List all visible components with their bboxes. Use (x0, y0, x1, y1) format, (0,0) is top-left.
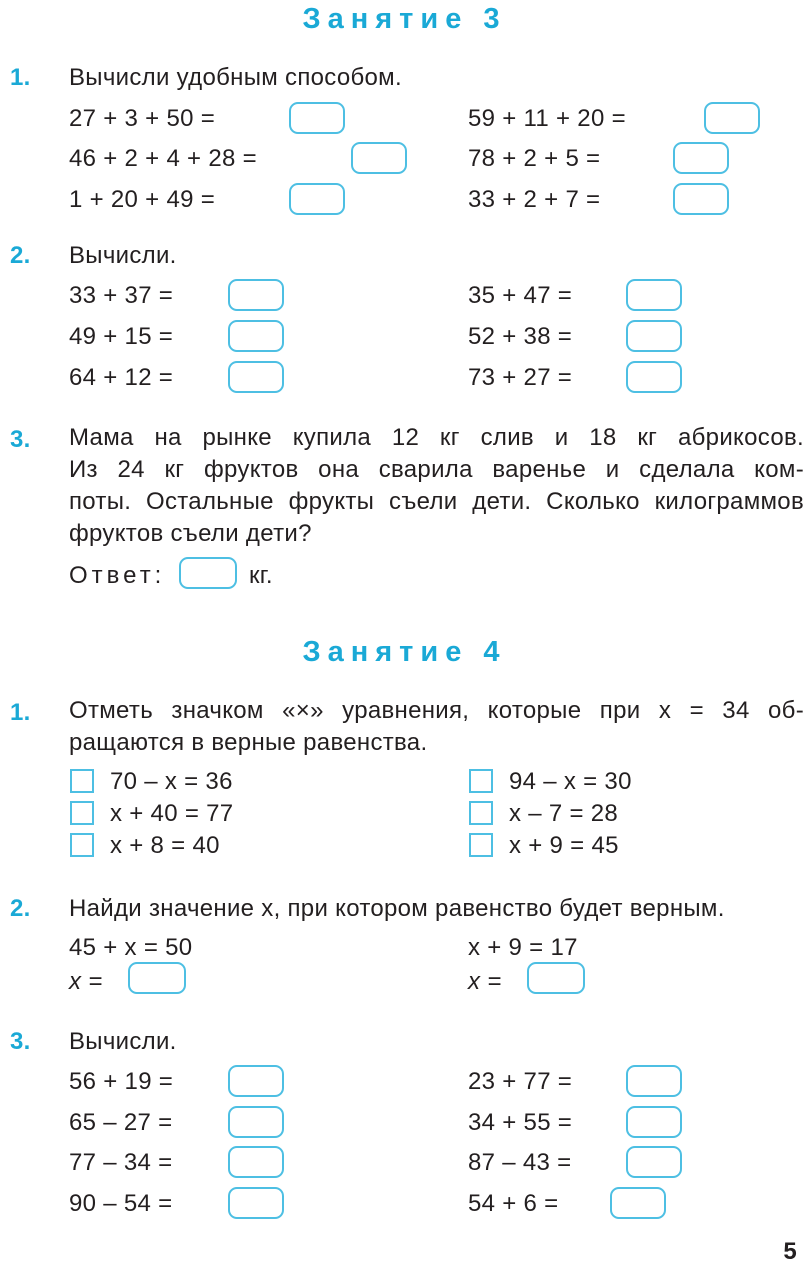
expression: 54 + 6 = (468, 1190, 559, 1217)
expression: 33 + 2 + 7 = (468, 186, 601, 213)
checkbox[interactable] (469, 801, 493, 825)
expression: 23 + 77 = (468, 1068, 573, 1095)
task-instruction: Вычисли. (69, 1028, 177, 1055)
expression: 77 – 34 = (69, 1149, 173, 1176)
equation: x – 7 = 28 (509, 800, 619, 827)
expression: 27 + 3 + 50 = (69, 105, 216, 132)
instruction-line: ращаются в верные равенства. (69, 729, 428, 756)
equation: 45 + x = 50 (69, 934, 193, 961)
checkbox[interactable] (70, 801, 94, 825)
equation: x + 8 = 40 (110, 832, 220, 859)
answer-box[interactable] (228, 361, 284, 393)
answer-box[interactable] (673, 183, 729, 215)
checkbox[interactable] (70, 769, 94, 793)
expression: 49 + 15 = (69, 323, 174, 350)
problem-line: Из 24 кг фруктов она сварила варенье и сделала ком- (69, 456, 804, 483)
expression: 78 + 2 + 5 = (468, 145, 601, 172)
expression: 1 + 20 + 49 = (69, 186, 216, 213)
expression: 52 + 38 = (468, 323, 573, 350)
checkbox[interactable] (469, 769, 493, 793)
answer-box[interactable] (228, 1187, 284, 1219)
answer-box[interactable] (228, 320, 284, 352)
expression: 35 + 47 = (468, 282, 573, 309)
answer-box[interactable] (704, 102, 760, 134)
answer-box[interactable] (351, 142, 407, 174)
answer-box[interactable] (289, 102, 345, 134)
task-instruction: Вычисли удобным способом. (69, 64, 402, 91)
answer-box[interactable] (626, 1106, 682, 1138)
answer-box[interactable] (228, 279, 284, 311)
equation: 94 – x = 30 (509, 768, 632, 795)
answer-box[interactable] (289, 183, 345, 215)
equation: x + 9 = 17 (468, 934, 578, 961)
task-number: 1. (10, 699, 31, 726)
expression: 64 + 12 = (69, 364, 174, 391)
word-problem (69, 422, 804, 550)
answer-box[interactable] (626, 361, 682, 393)
expression: 59 + 11 + 20 = (468, 105, 626, 132)
equation: x + 9 = 45 (509, 832, 619, 859)
task-number: 3. (10, 426, 31, 453)
task-number: 3. (10, 1028, 31, 1055)
expression: 73 + 27 = (468, 364, 573, 391)
answer-box[interactable] (626, 320, 682, 352)
answer-box[interactable] (527, 962, 585, 994)
answer-box[interactable] (673, 142, 729, 174)
task-instruction: Найди значение x, при котором равенство будет верным. (69, 895, 725, 922)
checkbox[interactable] (469, 833, 493, 857)
expression: 33 + 37 = (69, 282, 174, 309)
expression: 34 + 55 = (468, 1109, 573, 1136)
equation: x + 40 = 77 (110, 800, 234, 827)
expression: 65 – 27 = (69, 1109, 173, 1136)
expression: 46 + 2 + 4 + 28 = (69, 145, 257, 172)
answer-box[interactable] (228, 1146, 284, 1178)
expression: 90 – 54 = (69, 1190, 173, 1217)
answer-box[interactable] (626, 1065, 682, 1097)
lesson-3-title: Занятие 3 (302, 3, 507, 35)
answer-box[interactable] (626, 279, 682, 311)
answer-label: Ответ: (69, 562, 166, 589)
instruction-line: Отметь значком «×» уравнения, которые при x = 34 об- (69, 697, 804, 724)
problem-line: Мама на рынке купила 12 кг слив и 18 кг абрикосов. (69, 424, 804, 451)
task-number: 2. (10, 895, 31, 922)
problem-line: поты. Остальные фрукты съели дети. Сколько килограммов (69, 488, 804, 515)
problem-line: фруктов съели дети? (69, 520, 312, 547)
equation: 70 – x = 36 (110, 768, 233, 795)
answer-box[interactable] (626, 1146, 682, 1178)
answer-box[interactable] (610, 1187, 666, 1219)
answer-box[interactable] (128, 962, 186, 994)
x-label: x = (69, 968, 103, 995)
lesson-4-title: Занятие 4 (302, 636, 507, 668)
page-number: 5 (783, 1238, 797, 1265)
checkbox[interactable] (70, 833, 94, 857)
expression: 87 – 43 = (468, 1149, 572, 1176)
answer-box[interactable] (228, 1106, 284, 1138)
answer-box[interactable] (179, 557, 237, 589)
task-number: 2. (10, 242, 31, 269)
task-instruction (69, 695, 804, 759)
expression: 56 + 19 = (69, 1068, 174, 1095)
answer-unit: кг. (249, 562, 273, 589)
task-instruction: Вычисли. (69, 242, 177, 269)
x-label: x = (468, 968, 502, 995)
task-number: 1. (10, 64, 31, 91)
answer-box[interactable] (228, 1065, 284, 1097)
